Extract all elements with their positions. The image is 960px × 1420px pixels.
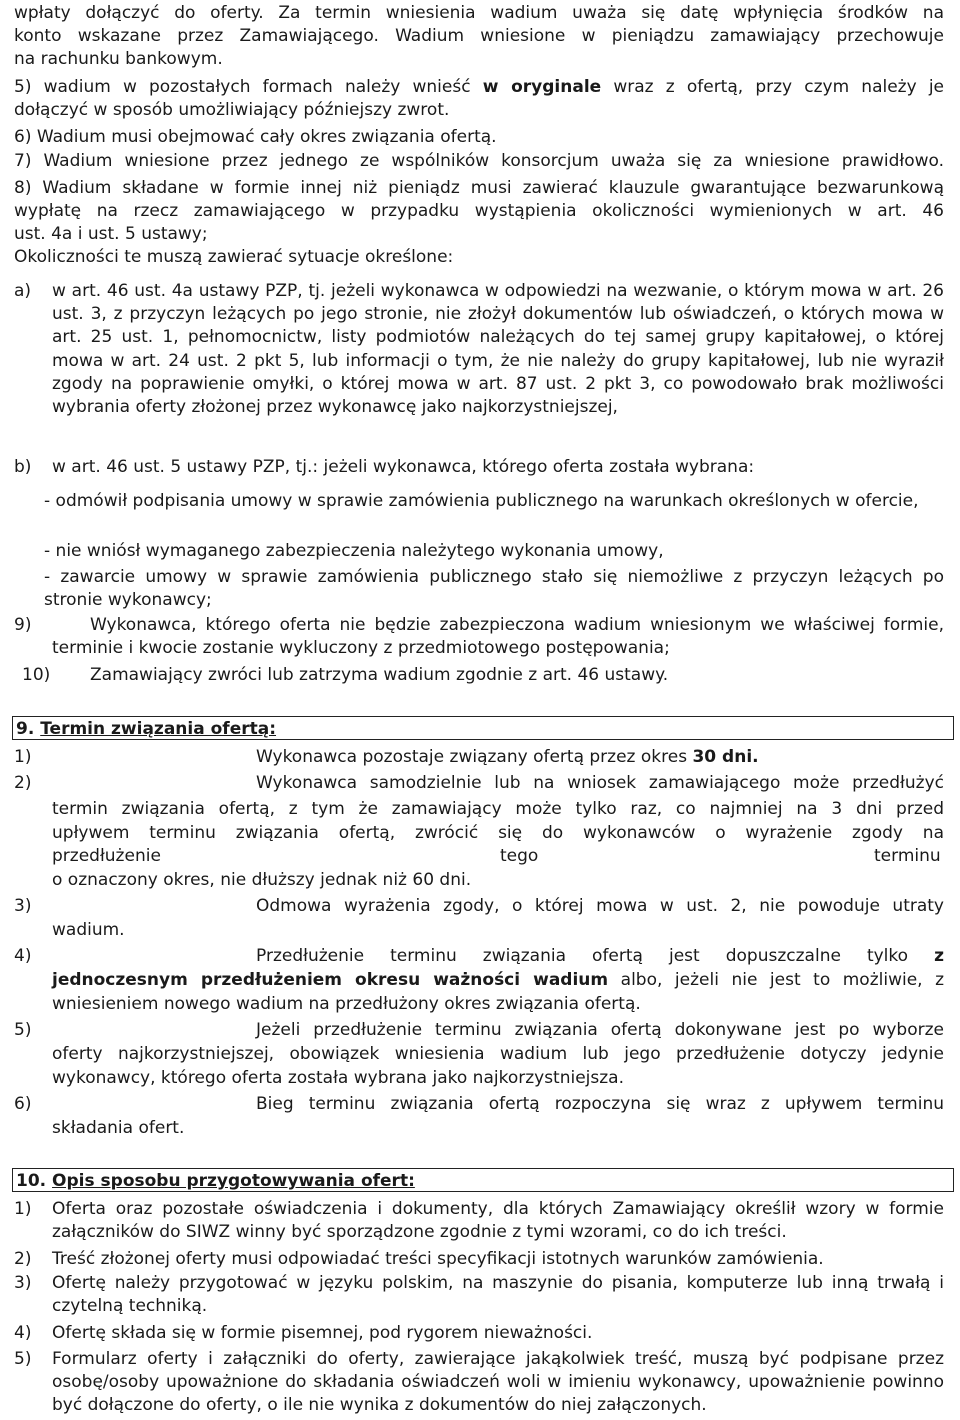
condition-dash-2: - nie wniósł wymaganego zabezpieczenia należytego wykonania umowy, bbox=[44, 541, 664, 561]
wadium-item-6: 6) Wadium musi obejmować cały okres związania ofertą. bbox=[14, 127, 497, 147]
s10-item-4-text: Ofertę składa się w formie pisemnej, pod rygorem nieważności. bbox=[52, 1323, 593, 1343]
s9-item-6-line-2: składania ofert. bbox=[52, 1118, 185, 1138]
s9-item-3-line-2: wadium. bbox=[52, 920, 125, 940]
s9-item-5-line-2: oferty najkorzystniejszej, obowiązek wniesienia wadium lub jego przedłużenie dotyczy jedynie bbox=[52, 1044, 944, 1064]
s10-item-5-text: Formularz oferty i załączniki do oferty, zawierające jakąkolwiek treść, muszą być podpisane przez osobę/osoby upoważnione do składania oświadczeń woli w imieniu wykonawcy, upoważnienie powinno być dołączone do oferty, o ile nie wynika z dokumentów do niej załączonych. bbox=[52, 1349, 944, 1416]
s9-item-4-rest: albo, jeżeli nie jest to możliwie, z bbox=[608, 970, 945, 990]
wadium-item-5-line-2: dołączyć w sposób umożliwiający późniejszy zwrot. bbox=[14, 100, 450, 120]
s9-item-1-plain: Wykonawca pozostaje związany ofertą przez okres bbox=[256, 747, 693, 767]
s10-item-4-marker: 4) bbox=[14, 1323, 32, 1343]
s9-item-4-marker: 4) bbox=[14, 946, 32, 966]
s9-item-2-line-1: Wykonawca samodzielnie lub na wniosek zamawiającego może przedłużyć bbox=[256, 773, 944, 793]
s9-item-4-bold-a: z bbox=[934, 946, 944, 966]
s10-item-2-marker: 2) bbox=[14, 1249, 32, 1269]
section-9-heading bbox=[12, 716, 954, 740]
wadium-item-8-line-3: ust. 4a i ust. 5 ustawy; bbox=[14, 224, 208, 244]
intro-line-3: na rachunku bankowym. bbox=[14, 49, 223, 69]
s9-item-1-bold: 30 dni. bbox=[692, 747, 759, 767]
s10-item-5-marker: 5) bbox=[14, 1349, 32, 1369]
s9-item-2-line-4b: tego bbox=[500, 846, 539, 866]
section-10-heading bbox=[12, 1168, 954, 1192]
s9-item-4-line-3: wniesieniem nowego wadium na przedłużony okres związania ofertą. bbox=[52, 994, 641, 1014]
section-10-number: 10. bbox=[16, 1171, 47, 1191]
wadium-item-5-line-1 bbox=[14, 76, 944, 99]
s9-item-1-text bbox=[256, 746, 759, 769]
wadium-item-9-text: Wykonawca, którego oferta nie będzie zabezpieczona wadium wniesionym we właściwej formie, terminie i kwocie zostanie wykluczony z przedmiotowego postępowania; bbox=[52, 615, 944, 659]
list-item-b-marker: b) bbox=[14, 457, 32, 477]
s10-item-3-text: Ofertę należy przygotować w języku polskim, na maszynie do pisania, komputerze lub inną trwałą i czytelną techniką. bbox=[52, 1273, 944, 1317]
section-10-title: Opis sposobu przygotowywania ofert: bbox=[52, 1171, 415, 1191]
s9-item-4-line-1 bbox=[256, 945, 944, 968]
s9-item-2-line-3: upływem terminu związania ofertą, zwrócić się do wykonawców o wyrażenie zgody na bbox=[52, 823, 944, 843]
wadium-item-5-text-b: wraz z ofertą, przy czym należy je bbox=[601, 77, 945, 97]
wadium-item-5-bold: w oryginale bbox=[482, 77, 602, 97]
wadium-item-10-text: Zamawiający zwróci lub zatrzyma wadium zgodnie z art. 46 ustawy. bbox=[90, 665, 669, 685]
s9-item-5-line-3: wykonawcy, którego oferta została wybrana jako najkorzystniejsza. bbox=[52, 1068, 625, 1088]
s9-item-5-line-1: Jeżeli przedłużenie terminu związania ofertą dokonywane jest po wyborze bbox=[256, 1020, 944, 1040]
condition-dash-3: - zawarcie umowy w sprawie zamówienia publicznego stało się niemożliwe z przyczyn leżących po stronie wykonawcy; bbox=[44, 567, 944, 611]
s9-item-2-marker: 2) bbox=[14, 773, 32, 793]
intro-line-1: wpłaty dołączyć do oferty. Za termin wniesienia wadium uważa się datę wpłynięcia środków na bbox=[14, 3, 944, 23]
s10-item-3-marker: 3) bbox=[14, 1273, 32, 1293]
wadium-item-8-line-1: 8) Wadium składane w formie innej niż pieniądz musi zawierać klauzule gwarantujące bezwarunkową bbox=[14, 178, 944, 198]
s9-item-5-marker: 5) bbox=[14, 1020, 32, 1040]
s9-item-6-marker: 6) bbox=[14, 1094, 32, 1114]
wadium-item-9-marker: 9) bbox=[14, 615, 32, 635]
wadium-item-8-line-4: Okoliczności te muszą zawierać sytuacje określone: bbox=[14, 247, 454, 267]
s9-item-4-bold-b: jednoczesnym przedłużeniem okresu ważności wadium bbox=[52, 970, 609, 990]
s9-item-3-line-1: Odmowa wyrażenia zgody, o której mowa w ust. 2, nie powoduje utraty bbox=[256, 896, 944, 916]
list-item-a-marker: a) bbox=[14, 281, 32, 301]
s9-item-2-line-5: o oznaczony okres, nie dłuższy jednak niż 60 dni. bbox=[52, 870, 472, 890]
s9-item-2-line-4a: przedłużenie bbox=[52, 846, 161, 866]
section-9-number: 9. bbox=[16, 719, 35, 739]
condition-dash-1: - odmówił podpisania umowy w sprawie zamówienia publicznego na warunkach określonych w ofercie, bbox=[44, 491, 919, 511]
wadium-item-7: 7) Wadium wniesione przez jednego ze wspólników konsorcjum uważa się za wniesione prawidłowo. bbox=[14, 151, 944, 171]
wadium-item-8-line-2: wypłatę na rzecz zamawiającego w przypadku wystąpienia okoliczności wymienionych w art. 46 bbox=[14, 201, 944, 221]
s9-item-3-marker: 3) bbox=[14, 896, 32, 916]
s9-item-2-line-4c: terminu bbox=[874, 846, 941, 866]
list-item-a-text: w art. 46 ust. 4a ustawy PZP, tj. jeżeli wykonawca w odpowiedzi na wezwanie, o którym mowa w art. 26 ust. 3, z przyczyn leżących po jego stronie, nie złożył dokumentów lub oświadczeń, o których mowa w art. 25 ust. 1, pełnomocnictw, listy podmiotów należących do tej samej grupy kapitałowej, o której mowa w art. 24 ust. 2 pkt 5, lub informacji o tym, że nie należy do grupy kapitałowej, lub nie wyraził zgody na poprawienie omyłki, o której mowa w art. 87 ust. 2 pkt 3, co powodowało brak możliwości wybrania oferty złożonej przez wykonawcę jako najkorzystniejszej, bbox=[52, 281, 944, 418]
wadium-item-5-text-a: 5) wadium w pozostałych formach należy wnieść bbox=[14, 77, 483, 97]
s9-item-6-line-1: Bieg terminu związania ofertą rozpoczyna się wraz z upływem terminu bbox=[256, 1094, 944, 1114]
list-item-b-text: w art. 46 ust. 5 ustawy PZP, tj.: jeżeli wykonawca, którego oferta została wybrana: bbox=[52, 457, 755, 477]
intro-line-2: konto wskazane przez Zamawiającego. Wadium wniesione w pieniądzu zamawiający przechowuje bbox=[14, 26, 944, 46]
s10-item-2-text: Treść złożonej oferty musi odpowiadać treści specyfikacji istotnych warunków zamówienia. bbox=[52, 1249, 824, 1269]
s10-item-1-text: Oferta oraz pozostałe oświadczenia i dokumenty, dla których Zamawiający określił wzory w formie załączników do SIWZ winny być sporządzone zgodnie z tymi wzorami, co do ich treści. bbox=[52, 1199, 944, 1243]
wadium-item-10-marker: 10) bbox=[22, 665, 51, 685]
s10-item-1-marker: 1) bbox=[14, 1199, 32, 1219]
s9-item-4-plain: Przedłużenie terminu związania ofertą jest dopuszczalne tylko bbox=[256, 946, 935, 966]
s9-item-2-line-2: termin związania ofertą, z tym że zamawiający może tylko raz, co najmniej na 3 dni przed bbox=[52, 799, 944, 819]
section-9-title: Termin związania ofertą: bbox=[40, 719, 277, 739]
s9-item-4-line-2 bbox=[52, 969, 944, 992]
s9-item-1-marker: 1) bbox=[14, 747, 32, 767]
